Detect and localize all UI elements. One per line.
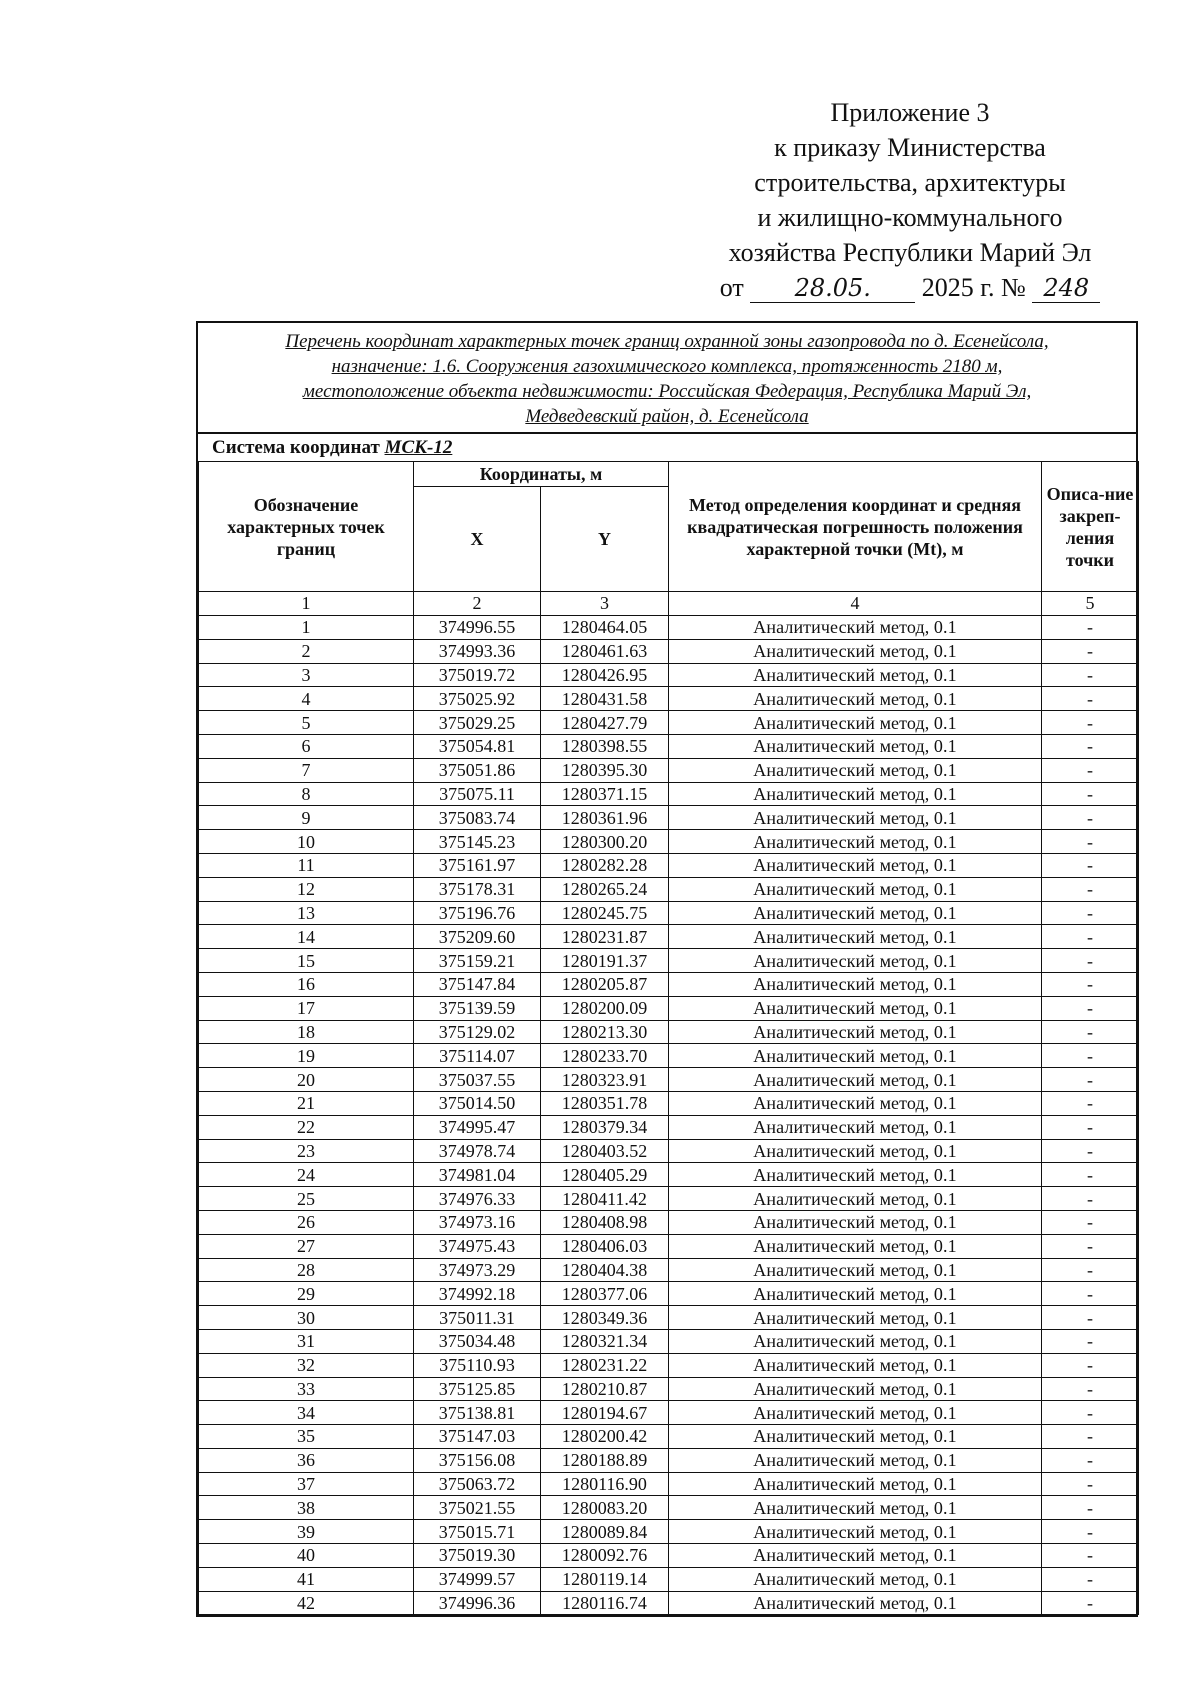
description-cell: - bbox=[1042, 996, 1139, 1020]
table-row bbox=[199, 734, 1139, 758]
coord-y: 1280231.87 bbox=[541, 925, 669, 949]
method-cell: Аналитический метод, 0.1 bbox=[669, 853, 1042, 877]
table-row bbox=[199, 616, 1139, 640]
description-cell: - bbox=[1042, 639, 1139, 663]
point-number: 25 bbox=[199, 1187, 414, 1211]
coord-y: 1280200.09 bbox=[541, 996, 669, 1020]
ministry-line-3: хозяйства Республики Марий Эл bbox=[728, 238, 1092, 267]
method-cell: Аналитический метод, 0.1 bbox=[669, 1591, 1042, 1615]
point-number: 13 bbox=[199, 901, 414, 925]
coord-x: 375034.48 bbox=[414, 1329, 541, 1353]
method-cell: Аналитический метод, 0.1 bbox=[669, 639, 1042, 663]
coord-x: 375015.71 bbox=[414, 1520, 541, 1544]
method-cell: Аналитический метод, 0.1 bbox=[669, 1544, 1042, 1568]
coord-x: 375156.08 bbox=[414, 1448, 541, 1472]
coord-y: 1280089.84 bbox=[541, 1520, 669, 1544]
point-number: 42 bbox=[199, 1591, 414, 1615]
method-cell: Аналитический метод, 0.1 bbox=[669, 1472, 1042, 1496]
table-row bbox=[199, 830, 1139, 854]
point-number: 36 bbox=[199, 1448, 414, 1472]
coord-x: 375196.76 bbox=[414, 901, 541, 925]
table-row bbox=[199, 996, 1139, 1020]
ministry-line-1: строительства, архитектуры bbox=[754, 168, 1066, 197]
description-cell: - bbox=[1042, 1091, 1139, 1115]
point-number: 40 bbox=[199, 1544, 414, 1568]
coord-x: 375159.21 bbox=[414, 949, 541, 973]
point-number: 11 bbox=[199, 853, 414, 877]
table-row bbox=[199, 1377, 1139, 1401]
description-cell: - bbox=[1042, 1329, 1139, 1353]
description-cell: - bbox=[1042, 1425, 1139, 1449]
coord-x: 375011.31 bbox=[414, 1306, 541, 1330]
description-cell: - bbox=[1042, 830, 1139, 854]
coord-y: 1280427.79 bbox=[541, 711, 669, 735]
coord-y: 1280200.42 bbox=[541, 1425, 669, 1449]
point-number: 33 bbox=[199, 1377, 414, 1401]
point-number: 16 bbox=[199, 972, 414, 996]
title-line-1: Перечень координат характерных точек границ охранной зоны газопровода по д. Есенейсола, bbox=[285, 331, 1049, 352]
description-cell: - bbox=[1042, 1115, 1139, 1139]
table-row bbox=[199, 663, 1139, 687]
point-number: 6 bbox=[199, 734, 414, 758]
table-row bbox=[199, 1472, 1139, 1496]
method-cell: Аналитический метод, 0.1 bbox=[669, 949, 1042, 973]
header-x: X bbox=[414, 487, 541, 592]
coordinates-document bbox=[196, 321, 1138, 1617]
description-cell: - bbox=[1042, 687, 1139, 711]
coord-y: 1280323.91 bbox=[541, 1068, 669, 1092]
coord-y: 1280210.87 bbox=[541, 1377, 669, 1401]
table-row bbox=[199, 1591, 1139, 1615]
table-row bbox=[199, 1210, 1139, 1234]
coord-y: 1280213.30 bbox=[541, 1020, 669, 1044]
method-cell: Аналитический метод, 0.1 bbox=[669, 1163, 1042, 1187]
appendix-header bbox=[700, 95, 1120, 305]
header-points: Обозначение характерных точек границ bbox=[199, 462, 414, 592]
table-row bbox=[199, 1567, 1139, 1591]
coord-x: 375014.50 bbox=[414, 1091, 541, 1115]
coord-y: 1280188.89 bbox=[541, 1448, 669, 1472]
method-cell: Аналитический метод, 0.1 bbox=[669, 1329, 1042, 1353]
coord-x: 375178.31 bbox=[414, 877, 541, 901]
description-cell: - bbox=[1042, 1282, 1139, 1306]
coord-y: 1280395.30 bbox=[541, 758, 669, 782]
coord-x: 375209.60 bbox=[414, 925, 541, 949]
ministry-line-2: и жилищно-коммунального bbox=[757, 203, 1063, 232]
description-cell: - bbox=[1042, 1044, 1139, 1068]
coord-x: 374978.74 bbox=[414, 1139, 541, 1163]
coord-x: 375129.02 bbox=[414, 1020, 541, 1044]
point-number: 1 bbox=[199, 616, 414, 640]
coord-x: 374973.29 bbox=[414, 1258, 541, 1282]
coord-y: 1280119.14 bbox=[541, 1567, 669, 1591]
coord-y: 1280351.78 bbox=[541, 1091, 669, 1115]
coord-y: 1280205.87 bbox=[541, 972, 669, 996]
point-number: 30 bbox=[199, 1306, 414, 1330]
table-row bbox=[199, 1448, 1139, 1472]
table-row bbox=[199, 901, 1139, 925]
method-cell: Аналитический метод, 0.1 bbox=[669, 996, 1042, 1020]
coord-x: 375125.85 bbox=[414, 1377, 541, 1401]
title-line-2: назначение: 1.6. Сооружения газохимического комплекса, протяженность 2180 м, bbox=[331, 356, 1003, 377]
table-row bbox=[199, 1068, 1139, 1092]
point-number: 5 bbox=[199, 711, 414, 735]
description-cell: - bbox=[1042, 877, 1139, 901]
method-cell: Аналитический метод, 0.1 bbox=[669, 1567, 1042, 1591]
coord-x: 374973.16 bbox=[414, 1210, 541, 1234]
coord-y: 1280371.15 bbox=[541, 782, 669, 806]
table-row bbox=[199, 1282, 1139, 1306]
coord-y: 1280092.76 bbox=[541, 1544, 669, 1568]
table-row bbox=[199, 1306, 1139, 1330]
table-row bbox=[199, 877, 1139, 901]
table-row bbox=[199, 1353, 1139, 1377]
coord-x: 375019.72 bbox=[414, 663, 541, 687]
date-prefix: от bbox=[719, 273, 744, 302]
point-number: 19 bbox=[199, 1044, 414, 1068]
description-cell: - bbox=[1042, 1496, 1139, 1520]
method-cell: Аналитический метод, 0.1 bbox=[669, 1425, 1042, 1449]
point-number: 28 bbox=[199, 1258, 414, 1282]
method-cell: Аналитический метод, 0.1 bbox=[669, 1258, 1042, 1282]
coord-x: 375019.30 bbox=[414, 1544, 541, 1568]
coord-y: 1280431.58 bbox=[541, 687, 669, 711]
table-row bbox=[199, 925, 1139, 949]
column-numbers-row bbox=[199, 592, 1139, 616]
coord-y: 1280403.52 bbox=[541, 1139, 669, 1163]
coord-x: 375145.23 bbox=[414, 830, 541, 854]
description-cell: - bbox=[1042, 901, 1139, 925]
method-cell: Аналитический метод, 0.1 bbox=[669, 830, 1042, 854]
coordinates-table bbox=[198, 461, 1139, 1615]
description-cell: - bbox=[1042, 1520, 1139, 1544]
coord-y: 1280464.05 bbox=[541, 616, 669, 640]
description-cell: - bbox=[1042, 1544, 1139, 1568]
coord-y: 1280116.90 bbox=[541, 1472, 669, 1496]
method-cell: Аналитический метод, 0.1 bbox=[669, 1044, 1042, 1068]
method-cell: Аналитический метод, 0.1 bbox=[669, 877, 1042, 901]
description-cell: - bbox=[1042, 949, 1139, 973]
method-cell: Аналитический метод, 0.1 bbox=[669, 901, 1042, 925]
table-row bbox=[199, 1401, 1139, 1425]
method-cell: Аналитический метод, 0.1 bbox=[669, 1401, 1042, 1425]
description-cell: - bbox=[1042, 1472, 1139, 1496]
point-number: 35 bbox=[199, 1425, 414, 1449]
point-number: 8 bbox=[199, 782, 414, 806]
title-line-3: местоположение объекта недвижимости: Российская Федерация, Республика Марий Эл, bbox=[302, 381, 1032, 402]
coord-x: 374992.18 bbox=[414, 1282, 541, 1306]
description-cell: - bbox=[1042, 1258, 1139, 1282]
coord-x: 375025.92 bbox=[414, 687, 541, 711]
table-row bbox=[199, 711, 1139, 735]
title-line-4: Медведевский район, д. Есенейсола bbox=[525, 406, 809, 427]
method-cell: Аналитический метод, 0.1 bbox=[669, 925, 1042, 949]
coord-x: 375075.11 bbox=[414, 782, 541, 806]
point-number: 3 bbox=[199, 663, 414, 687]
coord-y: 1280398.55 bbox=[541, 734, 669, 758]
method-cell: Аналитический метод, 0.1 bbox=[669, 972, 1042, 996]
coord-x: 375063.72 bbox=[414, 1472, 541, 1496]
method-cell: Аналитический метод, 0.1 bbox=[669, 1448, 1042, 1472]
coord-y: 1280233.70 bbox=[541, 1044, 669, 1068]
coord-y: 1280191.37 bbox=[541, 949, 669, 973]
coord-x: 374996.55 bbox=[414, 616, 541, 640]
description-cell: - bbox=[1042, 782, 1139, 806]
method-cell: Аналитический метод, 0.1 bbox=[669, 1496, 1042, 1520]
table-row bbox=[199, 972, 1139, 996]
coord-x: 375051.86 bbox=[414, 758, 541, 782]
point-number: 39 bbox=[199, 1520, 414, 1544]
point-number: 23 bbox=[199, 1139, 414, 1163]
coord-y: 1280083.20 bbox=[541, 1496, 669, 1520]
table-row bbox=[199, 1496, 1139, 1520]
method-cell: Аналитический метод, 0.1 bbox=[669, 1353, 1042, 1377]
description-cell: - bbox=[1042, 711, 1139, 735]
coord-y: 1280406.03 bbox=[541, 1234, 669, 1258]
table-row bbox=[199, 1520, 1139, 1544]
coord-x: 374996.36 bbox=[414, 1591, 541, 1615]
coord-y: 1280426.95 bbox=[541, 663, 669, 687]
description-cell: - bbox=[1042, 1306, 1139, 1330]
coordinate-system-value: МСК-12 bbox=[384, 437, 453, 458]
coord-y: 1280245.75 bbox=[541, 901, 669, 925]
coord-x: 375021.55 bbox=[414, 1496, 541, 1520]
description-cell: - bbox=[1042, 806, 1139, 830]
description-cell: - bbox=[1042, 1020, 1139, 1044]
coord-y: 1280282.28 bbox=[541, 853, 669, 877]
coord-x: 375147.03 bbox=[414, 1425, 541, 1449]
coord-y: 1280194.67 bbox=[541, 1401, 669, 1425]
header-coordinates: Координаты, м bbox=[414, 462, 669, 487]
point-number: 37 bbox=[199, 1472, 414, 1496]
column-number: 1 bbox=[199, 592, 414, 616]
point-number: 41 bbox=[199, 1567, 414, 1591]
method-cell: Аналитический метод, 0.1 bbox=[669, 1210, 1042, 1234]
coord-x: 374976.33 bbox=[414, 1187, 541, 1211]
description-cell: - bbox=[1042, 1591, 1139, 1615]
coord-y: 1280349.36 bbox=[541, 1306, 669, 1330]
table-row bbox=[199, 1115, 1139, 1139]
handwritten-order-number: 248 bbox=[1032, 274, 1100, 303]
method-cell: Аналитический метод, 0.1 bbox=[669, 616, 1042, 640]
coord-x: 375138.81 bbox=[414, 1401, 541, 1425]
point-number: 4 bbox=[199, 687, 414, 711]
description-cell: - bbox=[1042, 1068, 1139, 1092]
method-cell: Аналитический метод, 0.1 bbox=[669, 1020, 1042, 1044]
point-number: 12 bbox=[199, 877, 414, 901]
method-cell: Аналитический метод, 0.1 bbox=[669, 663, 1042, 687]
point-number: 14 bbox=[199, 925, 414, 949]
description-cell: - bbox=[1042, 1353, 1139, 1377]
table-row bbox=[199, 1020, 1139, 1044]
point-number: 20 bbox=[199, 1068, 414, 1092]
description-cell: - bbox=[1042, 925, 1139, 949]
description-cell: - bbox=[1042, 758, 1139, 782]
point-number: 17 bbox=[199, 996, 414, 1020]
table-row bbox=[199, 1139, 1139, 1163]
point-number: 15 bbox=[199, 949, 414, 973]
coord-x: 375083.74 bbox=[414, 806, 541, 830]
description-cell: - bbox=[1042, 616, 1139, 640]
method-cell: Аналитический метод, 0.1 bbox=[669, 1187, 1042, 1211]
description-cell: - bbox=[1042, 972, 1139, 996]
handwritten-date: 28.05. bbox=[750, 274, 915, 303]
method-cell: Аналитический метод, 0.1 bbox=[669, 1282, 1042, 1306]
table-row bbox=[199, 782, 1139, 806]
point-number: 31 bbox=[199, 1329, 414, 1353]
coord-x: 375114.07 bbox=[414, 1044, 541, 1068]
table-row bbox=[199, 758, 1139, 782]
description-cell: - bbox=[1042, 1567, 1139, 1591]
method-cell: Аналитический метод, 0.1 bbox=[669, 782, 1042, 806]
column-number: 2 bbox=[414, 592, 541, 616]
coord-x: 374981.04 bbox=[414, 1163, 541, 1187]
method-cell: Аналитический метод, 0.1 bbox=[669, 758, 1042, 782]
coord-x: 374999.57 bbox=[414, 1567, 541, 1591]
point-number: 29 bbox=[199, 1282, 414, 1306]
coordinate-system bbox=[198, 434, 1136, 461]
point-number: 7 bbox=[199, 758, 414, 782]
coord-x: 375110.93 bbox=[414, 1353, 541, 1377]
table-row bbox=[199, 1187, 1139, 1211]
table-row bbox=[199, 853, 1139, 877]
description-cell: - bbox=[1042, 1377, 1139, 1401]
coord-y: 1280379.34 bbox=[541, 1115, 669, 1139]
method-cell: Аналитический метод, 0.1 bbox=[669, 1091, 1042, 1115]
table-row bbox=[199, 1044, 1139, 1068]
column-number: 3 bbox=[541, 592, 669, 616]
method-cell: Аналитический метод, 0.1 bbox=[669, 734, 1042, 758]
description-cell: - bbox=[1042, 1234, 1139, 1258]
description-cell: - bbox=[1042, 1187, 1139, 1211]
method-cell: Аналитический метод, 0.1 bbox=[669, 1520, 1042, 1544]
point-number: 9 bbox=[199, 806, 414, 830]
method-cell: Аналитический метод, 0.1 bbox=[669, 1139, 1042, 1163]
coord-x: 374975.43 bbox=[414, 1234, 541, 1258]
coord-y: 1280461.63 bbox=[541, 639, 669, 663]
header-description: Описа-ние закреп-ления точки bbox=[1042, 462, 1139, 592]
order-date-line bbox=[700, 270, 1120, 305]
table-row bbox=[199, 949, 1139, 973]
coord-x: 375037.55 bbox=[414, 1068, 541, 1092]
point-number: 38 bbox=[199, 1496, 414, 1520]
point-number: 24 bbox=[199, 1163, 414, 1187]
coord-x: 375029.25 bbox=[414, 711, 541, 735]
method-cell: Аналитический метод, 0.1 bbox=[669, 1234, 1042, 1258]
coord-y: 1280300.20 bbox=[541, 830, 669, 854]
table-row bbox=[199, 1258, 1139, 1282]
coord-y: 1280405.29 bbox=[541, 1163, 669, 1187]
table-row bbox=[199, 1329, 1139, 1353]
method-cell: Аналитический метод, 0.1 bbox=[669, 1068, 1042, 1092]
header-method: Метод определения координат и средняя квадратическая погрешность положения характерной точки (Mt), м bbox=[669, 462, 1042, 592]
coord-x: 375161.97 bbox=[414, 853, 541, 877]
description-cell: - bbox=[1042, 663, 1139, 687]
table-row bbox=[199, 687, 1139, 711]
coord-x: 375147.84 bbox=[414, 972, 541, 996]
point-number: 22 bbox=[199, 1115, 414, 1139]
coord-x: 374995.47 bbox=[414, 1115, 541, 1139]
coord-y: 1280377.06 bbox=[541, 1282, 669, 1306]
method-cell: Аналитический метод, 0.1 bbox=[669, 1377, 1042, 1401]
description-cell: - bbox=[1042, 734, 1139, 758]
description-cell: - bbox=[1042, 1210, 1139, 1234]
coordinate-system-label: Система координат bbox=[212, 437, 380, 458]
column-number: 4 bbox=[669, 592, 1042, 616]
table-row bbox=[199, 1163, 1139, 1187]
appendix-number: Приложение 3 bbox=[830, 98, 990, 127]
coord-y: 1280404.38 bbox=[541, 1258, 669, 1282]
table-row bbox=[199, 639, 1139, 663]
point-number: 27 bbox=[199, 1234, 414, 1258]
point-number: 21 bbox=[199, 1091, 414, 1115]
table-row bbox=[199, 1544, 1139, 1568]
method-cell: Аналитический метод, 0.1 bbox=[669, 711, 1042, 735]
table-row bbox=[199, 1234, 1139, 1258]
coord-y: 1280408.98 bbox=[541, 1210, 669, 1234]
coord-y: 1280231.22 bbox=[541, 1353, 669, 1377]
header-y: Y bbox=[541, 487, 669, 592]
point-number: 34 bbox=[199, 1401, 414, 1425]
method-cell: Аналитический метод, 0.1 bbox=[669, 687, 1042, 711]
document-title bbox=[198, 323, 1136, 434]
coord-y: 1280265.24 bbox=[541, 877, 669, 901]
method-cell: Аналитический метод, 0.1 bbox=[669, 1306, 1042, 1330]
coord-y: 1280116.74 bbox=[541, 1591, 669, 1615]
coord-y: 1280321.34 bbox=[541, 1329, 669, 1353]
table-row bbox=[199, 1425, 1139, 1449]
coord-x: 375054.81 bbox=[414, 734, 541, 758]
point-number: 26 bbox=[199, 1210, 414, 1234]
coord-y: 1280361.96 bbox=[541, 806, 669, 830]
point-number: 18 bbox=[199, 1020, 414, 1044]
column-number: 5 bbox=[1042, 592, 1139, 616]
coord-x: 375139.59 bbox=[414, 996, 541, 1020]
method-cell: Аналитический метод, 0.1 bbox=[669, 806, 1042, 830]
order-year: 2025 г. № bbox=[921, 273, 1026, 302]
table-row bbox=[199, 806, 1139, 830]
point-number: 32 bbox=[199, 1353, 414, 1377]
description-cell: - bbox=[1042, 853, 1139, 877]
coord-y: 1280411.42 bbox=[541, 1187, 669, 1211]
point-number: 2 bbox=[199, 639, 414, 663]
method-cell: Аналитический метод, 0.1 bbox=[669, 1115, 1042, 1139]
description-cell: - bbox=[1042, 1448, 1139, 1472]
table-row bbox=[199, 1091, 1139, 1115]
description-cell: - bbox=[1042, 1139, 1139, 1163]
description-cell: - bbox=[1042, 1401, 1139, 1425]
coord-x: 374993.36 bbox=[414, 639, 541, 663]
description-cell: - bbox=[1042, 1163, 1139, 1187]
point-number: 10 bbox=[199, 830, 414, 854]
order-reference: к приказу Министерства bbox=[774, 133, 1046, 162]
